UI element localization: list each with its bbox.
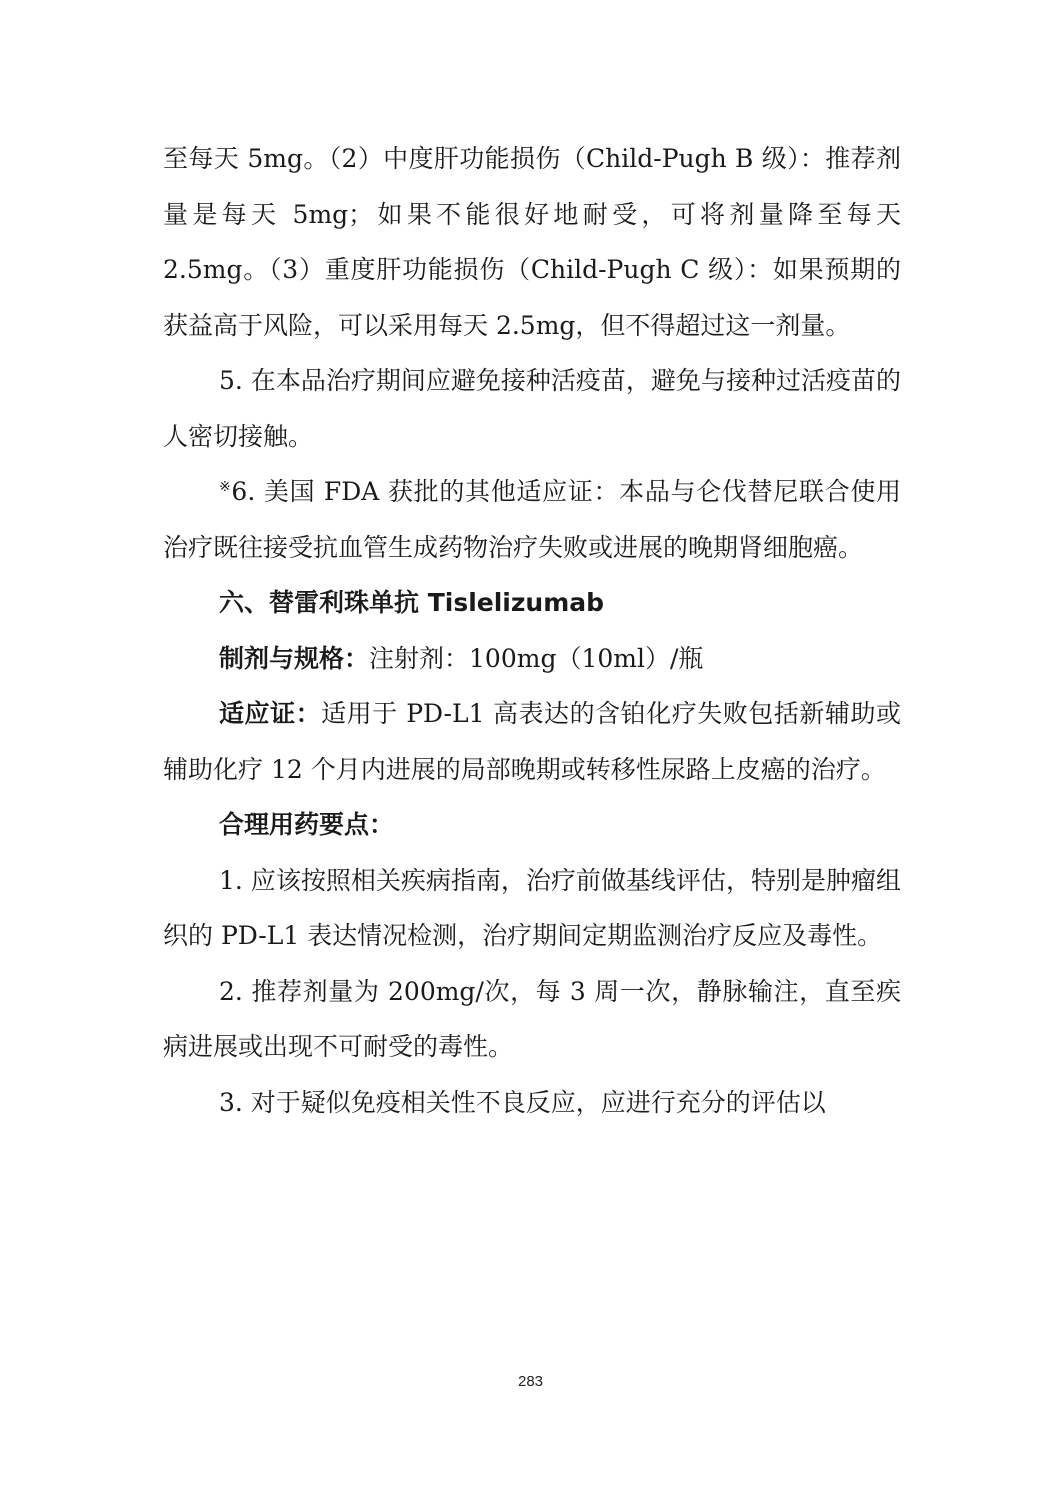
formulation-label: 制剂与规格： <box>219 643 370 673</box>
reference-mark: ※ <box>219 479 232 495</box>
indication-line <box>163 686 901 797</box>
key-point-2: 2. 推荐剂量为 200mg/次，每 3 周一次，静脉输注，直至疾病进展或出现不可耐受的毒性。 <box>163 976 901 1061</box>
formulation-value: 注射剂：100mg（10ml）/瓶 <box>369 643 704 673</box>
fda-indication-text: 6. 美国 FDA 获批的其他适应证：本品与仑伐替尼联合使用治疗既往接受抗血管生成药物治疗失败或进展的晚期肾细胞癌。 <box>163 477 902 562</box>
paragraph-vaccine-warning: 5. 在本品治疗期间应避免接种活疫苗，避免与接种过活疫苗的人密切接触。 <box>163 366 901 451</box>
paragraph-fda-indication <box>163 464 901 575</box>
indication-value: 适用于 PD-L1 高表达的含铂化疗失败包括新辅助或辅助化疗 12 个月内进展的局部晚期或转移性尿路上皮癌的治疗。 <box>163 699 901 784</box>
key-point-1: 1. 应该按照相关疾病指南，治疗前做基线评估，特别是肿瘤组织的 PD-L1 表达情况检测，治疗期间定期监测治疗反应及毒性。 <box>163 865 901 950</box>
formulation-line <box>163 631 901 687</box>
key-point-3: 3. 对于疑似免疫相关性不良反应，应进行充分的评估以 <box>219 1087 826 1117</box>
indication-label: 适应证： <box>219 699 322 728</box>
body-text <box>163 131 901 1130</box>
key-points-heading: 合理用药要点： <box>219 810 395 839</box>
paragraph-hepatic-dosing: 至每天 5mg。（2）中度肝功能损伤（Child-Pugh B 级）：推荐剂量是每天 5mg；如果不能很好地耐受，可将剂量降至每天 2.5mg。（3）重度肝功能损伤（Child-Pugh C 级）：如果预期的获益高于风险，可以采用每天 2.5mg，但不得超过这一剂量。 <box>163 144 901 340</box>
page-number: 283 <box>517 1373 544 1390</box>
drug-heading: 六、替雷利珠单抗 Tislelizumab <box>219 588 605 617</box>
